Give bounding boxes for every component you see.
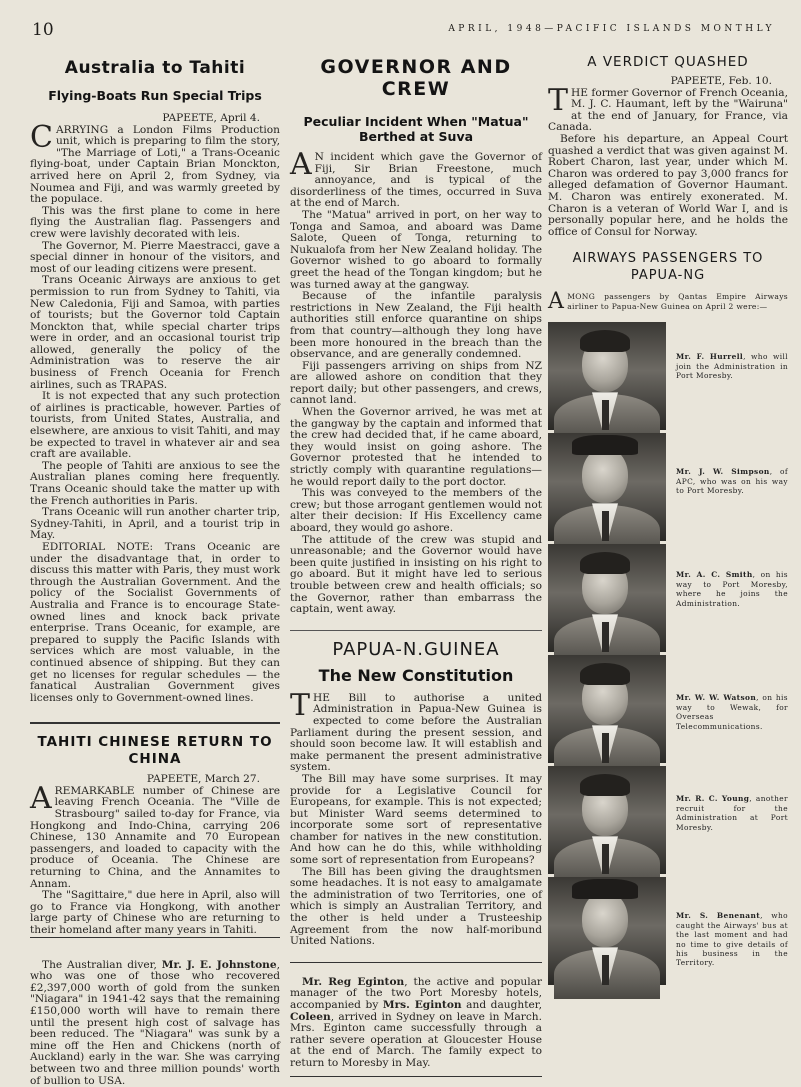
article-subtitle-matua: Peculiar Incident When "Matua" Berthed at Suva	[303, 114, 529, 144]
page-header	[28, 18, 783, 42]
drop-cap: C	[30, 119, 53, 155]
caption-text: , who caught the Airways' bus at the last moment and had no time to give details of his business in the Territory.	[676, 911, 788, 968]
passenger-entry	[548, 877, 788, 988]
person-name: Mr. F. Hurrell	[676, 352, 744, 362]
divider	[290, 630, 542, 631]
article-body-papua	[290, 687, 542, 948]
article-body-governor-crew	[290, 147, 542, 616]
text: , arrived in Sydney on leave in March. Mrs. Eginton came successfully through a rather severe operation at Gloucester House at the end of March. The family expect to return to Moresby in May.	[290, 1010, 542, 1069]
paragraph: This was conveyed to the members of the crew; but those arrogant gentlemen would not alter their decision: If His Excellency came aboard, they would go ashore.	[290, 487, 542, 534]
portrait-photo	[548, 766, 666, 874]
paragraph: This was the first plane to come in here flying the Australian flag. Passengers and crew were lavishly decorated with leis.	[30, 204, 280, 240]
photo-caption	[676, 794, 788, 832]
article-box-tahiti-chinese	[30, 722, 280, 937]
paragraph: The Bill has been giving the draughtsmen some headaches. It is not easy to amalgamate the administration of two Territories, one of which is simply an Australian Territory, and the other is held under a Trusteeship Agreement from the now half-moribund United Nations.	[290, 865, 542, 948]
text: , who was one of those who recovered £2,397,000 worth of gold from the sunken "Niagara" in 1941-42 says that the remaining £150,000 worth will have to remain there until the present high cost of salvage has been reduced. The "Niagara" was sunk by a mine off the Hen and Chickens (north of Auckland) early in the war. She was carrying between two and three million pounds' worth of bullion to USA.	[30, 958, 280, 1087]
drop-cap: A	[548, 289, 565, 315]
photo-caption	[676, 911, 788, 967]
person-name: Mr. J. E. Johnstone	[161, 958, 277, 971]
paragraph: The "Matua" arrived in port, on her way to Tonga and Samoa, and aboard was Dame Salote, Queen of Tonga, returning to Nukualofa from her New Zealand holiday. The Governor wished to go aboard to formally greet the head of the Tongan kingdom; but he was turned away at the gangway.	[290, 208, 542, 291]
paragraph-text: ARRYING a London Films Production unit, which is preparing to film the story, "The Marriage of Loti," a Trans-Oceanic flying-boat, under Captain Brian Monckton, arrived here on April 2, from Sydney, via Noumea and Fiji, and was warmly greeted by the populace.	[30, 123, 280, 206]
photo-caption	[676, 352, 788, 380]
article-subtitle-new-constitution: The New Constitution	[318, 665, 514, 685]
article-title-papua: PAPUA-N.GUINEA	[332, 638, 500, 660]
article-title-governor-crew: GOVERNOR AND CREW	[320, 56, 512, 100]
passenger-entry	[548, 322, 788, 433]
drop-cap: A	[30, 780, 52, 816]
paragraph	[30, 780, 280, 890]
drop-cap: T	[548, 82, 569, 118]
portrait-photo	[548, 322, 666, 430]
paragraph	[290, 977, 542, 1070]
text: The Australian diver,	[42, 958, 162, 971]
paragraph-text: HE former Governor of French Oceania, M. J. C. Haumant, left by the "Wairuna" at the end of January, for France, via Canada.	[548, 86, 788, 134]
paragraph-text: MONG passengers by Qantas Empire Airways airliner to Papua-New Guinea on April 2 were:—	[567, 292, 788, 312]
drop-cap: A	[290, 147, 312, 182]
caption-text: , another recruit for the Administration at Port Moresby.	[676, 794, 788, 832]
person-name: Mrs. Eginton	[382, 999, 462, 1011]
article-title-tahiti-chinese: TAHITI CHINESE RETURN TO CHINA	[37, 734, 273, 768]
caption-text: , on his way to Wewak, for Overseas Telecommunications.	[676, 693, 789, 731]
text: and daughter,	[461, 999, 542, 1011]
paragraph: The people of Tahiti are anxious to see the Australian planes coming here frequently. Trans Oceanic should take the matter up with the French authorities in Paris.	[30, 459, 280, 507]
column-left	[30, 48, 280, 1087]
paragraph-text: REMARKABLE number of Chinese are leaving French Oceania. The "Ville de Strasbourg" sailed to-day for France, via Hongkong and Indo-China, carrying 206 Chinese, 130 Annamite and 70 European passengers, and loaded to capacity with the produce of Oceania. The Chinese are returning to China, and the Annamites to Annam.	[30, 784, 280, 890]
person-name: Coleen	[290, 1010, 331, 1023]
person-name: Mr. J. W. Simpson	[676, 467, 770, 477]
person-name: Mr. S. Benenant	[676, 911, 761, 921]
column-right	[548, 48, 788, 1058]
dateline: PAPEETE, Feb. 10.	[670, 75, 772, 87]
item-eginton	[290, 962, 542, 1077]
passenger-entry	[548, 766, 788, 877]
photo-caption	[676, 570, 788, 608]
drop-cap: T	[290, 687, 311, 723]
person-name: Mr. W. W. Watson	[676, 693, 757, 703]
paragraph: Trans Oceanic will run another charter trip, Sydney-Tahiti, in April, and a tourist trip in May.	[30, 506, 280, 542]
item-eginton-body	[290, 977, 542, 1070]
paragraph	[290, 687, 542, 774]
portrait-photo	[548, 655, 666, 763]
paragraph: The attitude of the crew was stupid and unreasonable; and the Governor would have been quite justified in insisting on his right to go aboard. But it might have led to serious trouble between crew and health officials; so the Governor, rather than embarrass the captain, went away.	[290, 533, 542, 616]
paragraph: Trans Oceanic Airways are anxious to get permission to run from Sydney to Tahiti, via New Caledonia, Fiji and Samoa, with parties of tourists; but the Governor told Captain Monckton that, while special charter trips were in order, and an occasional tourist trip allowed, generally the policy of the Administration was to reserve the air business of French Oceania for French airlines, such as TRAPAS.	[30, 274, 280, 391]
article-body-tahiti-chinese	[30, 774, 280, 936]
paragraph: When the Governor arrived, he was met at the gangway by the captain and informed that the crew had decided that, if he came aboard, they would insist on going ashore. The Governor protested that he intended to strictly comply with quarantine regulations—he would report daily to the port doctor.	[290, 406, 542, 488]
person-name: Mr. A. C. Smith	[676, 570, 753, 580]
caption-text: , who will join the Administration in Port Moresby.	[676, 352, 788, 381]
person-name: Mr. Reg Eginton	[302, 975, 405, 988]
paragraph: EDITORIAL NOTE: Trans Oceanic are under the disadvantage that, in order to discuss this matter with Paris, they must work through the Australian Government. And the policy of the Socialist Governments of Australia and France is to encourage State-owned lines and knock back private enterprise. Trans Oceanic, for example, are prepared to supply the Pacific Islands with services which are most valuable, in the continued absence of shipping. But they can get no licenses for regular schedules — the fanatical Australian Government gives licenses only to Government-owned lines.	[30, 540, 280, 704]
page-number: 10	[32, 20, 54, 40]
dateline: PAPEETE, March 27.	[146, 773, 260, 786]
dateline: PAPEETE, April 4.	[162, 112, 260, 124]
paragraph	[548, 82, 788, 134]
paragraph: The "Sagittaire," due here in April, also will go to France via Hongkong, with another large party of Chinese who are returning to their homeland after many years in Tahiti.	[30, 889, 280, 936]
article-title-verdict: A VERDICT QUASHED	[587, 54, 749, 70]
paragraph-text: N incident which gave the Governor of Fiji, Sir Brian Freestone, much annoyance, and is typical of the disorderliness of the times, occurred in Suva at the end of March.	[290, 151, 542, 210]
passenger-entry	[548, 544, 788, 655]
airways-intro	[548, 289, 788, 315]
photo-caption	[676, 467, 788, 495]
paragraph	[30, 960, 280, 1087]
passenger-entry	[548, 433, 788, 544]
article-subtitle-flying-boats: Flying-Boats Run Special Trips	[48, 88, 262, 103]
passenger-photo-list	[548, 322, 788, 988]
paragraph: It is not expected that any such protection of airlines is practicable, however. Parties of tourists, from United States, Australia, and elsewhere, are anxious to visit Tahiti, and may be expected to travel in whatever air and sea craft are available.	[30, 390, 280, 461]
article-body-verdict	[548, 76, 788, 238]
paragraph: The Governor, M. Pierre Maestracci, gave a special dinner in honour of the visitors, and most of our leading citizens were present.	[30, 239, 280, 275]
article-body-australia-tahiti	[30, 113, 280, 704]
column-middle	[290, 48, 542, 1069]
article-title-australia-tahiti: Australia to Tahiti	[64, 58, 246, 78]
paragraph: Before his departure, an Appeal Court quashed a verdict that was given against M. Robert Charon, last year, under which M. Charon was ordered to pay 3,000 francs for alleged defamation of Governor Haumant. M. Charon was entirely exonerated. M. Charon is a veteran of World War I, and is personally popular here, and he holds the office of Consul for Norway.	[548, 132, 788, 238]
paragraph-text: HE Bill to authorise a united Administration in Papua-New Guinea is expected to come before the Australian Parliament during the present session, and should soon become law. It will establish and make permanent the present administrative system.	[290, 691, 542, 774]
paragraph: Fiji passengers arriving on ships from NZ are allowed ashore on condition that they report daily; but other passengers, and crews, cannot land.	[290, 359, 542, 407]
portrait-photo	[548, 877, 666, 985]
paragraph	[30, 119, 280, 206]
portrait-photo	[548, 544, 666, 652]
paragraph: Because of the infantile paralysis restrictions in New Zealand, the Fiji health authorities still enforce quarantine on ships from that country—although they long have been more honoured in the breach than the observance, and are generally condemned.	[290, 290, 542, 361]
portrait-photo	[548, 433, 666, 541]
passenger-entry	[548, 655, 788, 766]
caption-text: , of APC, who was on his way to Port Moresby.	[676, 467, 788, 496]
article-title-airways: AIRWAYS PASSENGERS TO PAPUA-NG	[572, 251, 764, 284]
paragraph	[290, 147, 542, 210]
person-name: Mr. R. C. Young	[676, 794, 750, 804]
running-head: APRIL, 1948—PACIFIC ISLANDS MONTHLY	[448, 24, 775, 34]
caption-text: , on his way to Port Moresby, where he joins the Administration.	[676, 570, 789, 608]
photo-caption	[676, 693, 788, 731]
paragraph: The Bill may have some surprises. It may provide for a Legislative Council for Europeans, for example. This is not expected; but Minister Ward seems determined to incorporate some sort of representative chamber for natives in the new constitution. And how can he do this, while withholding some sort of representation from Europeans?	[290, 772, 542, 867]
text: , the active and popular manager of the two Port Moresby hotels, accompanied by	[290, 975, 542, 1011]
item-johnstone	[30, 960, 280, 1087]
